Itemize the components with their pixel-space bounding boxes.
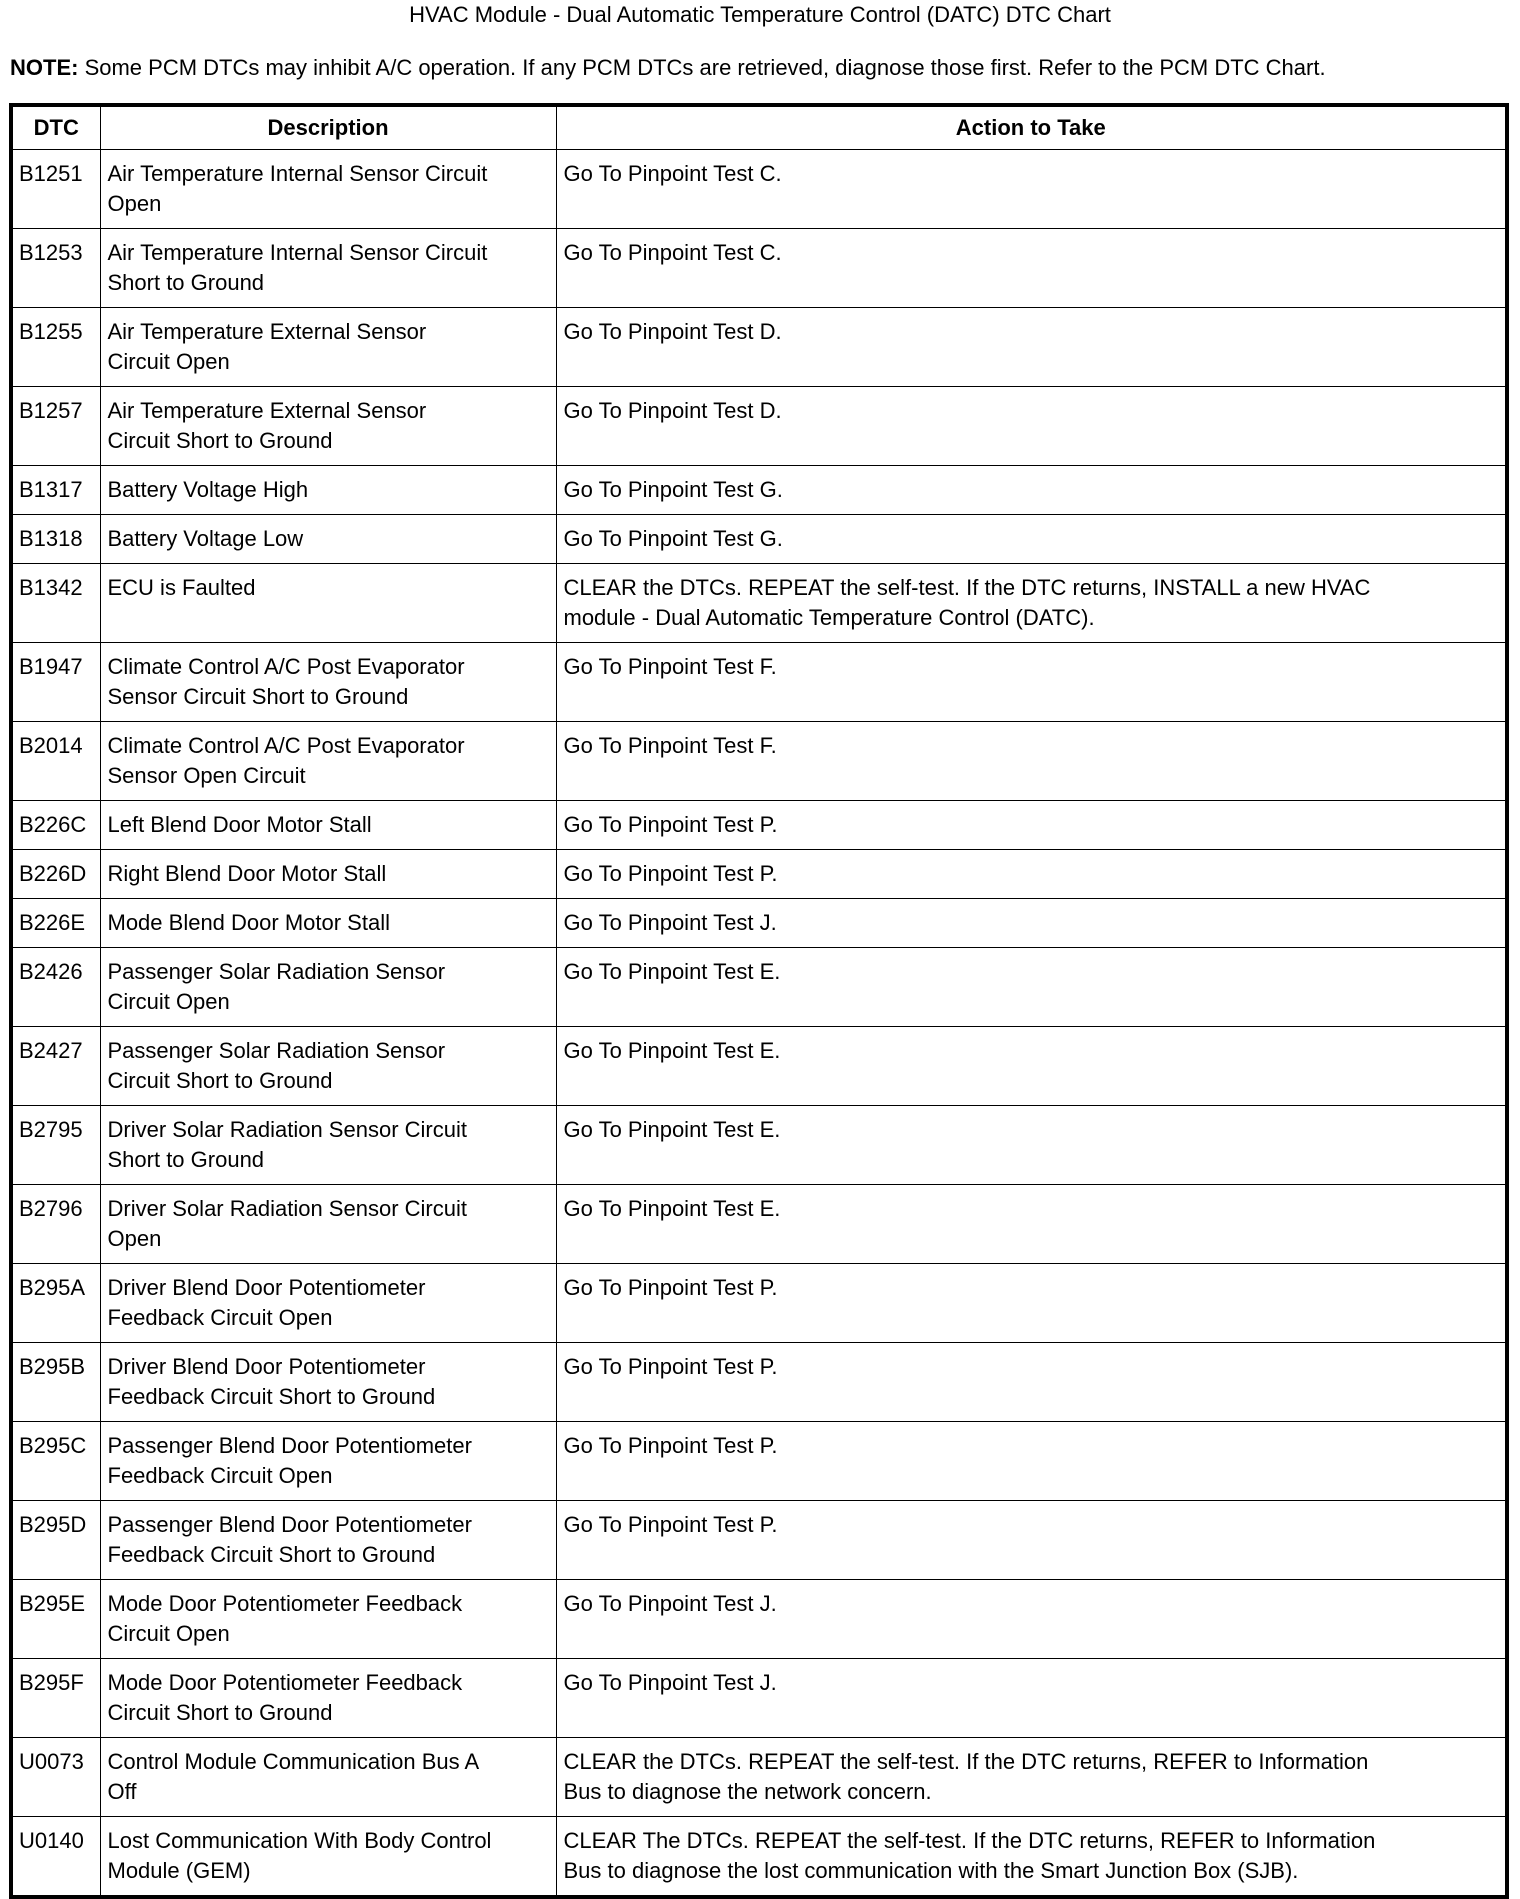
dtc-cell: B295D <box>11 1501 100 1580</box>
description-cell: Mode Door Potentiometer Feedback Circuit Short to Ground <box>100 1659 556 1738</box>
dtc-cell: B1251 <box>11 150 100 229</box>
description-cell: Mode Door Potentiometer Feedback Circuit Open <box>100 1580 556 1659</box>
table-row <box>11 899 1507 948</box>
action-cell: Go To Pinpoint Test P. <box>556 850 1507 899</box>
dtc-cell: U0073 <box>11 1738 100 1817</box>
action-cell: Go To Pinpoint Test E. <box>556 948 1507 1027</box>
table-row <box>11 1422 1507 1501</box>
page-title: HVAC Module - Dual Automatic Temperature Control (DATC) DTC Chart <box>409 2 1111 27</box>
dtc-cell: B1317 <box>11 466 100 515</box>
description-cell: Passenger Solar Radiation Sensor Circuit Short to Ground <box>100 1027 556 1106</box>
dtc-cell: B295F <box>11 1659 100 1738</box>
description-cell: Lost Communication With Body Control Module (GEM) <box>100 1817 556 1898</box>
table-row <box>11 229 1507 308</box>
action-cell: Go To Pinpoint Test P. <box>556 1422 1507 1501</box>
table-row <box>11 1185 1507 1264</box>
description-cell: Climate Control A/C Post Evaporator Sensor Open Circuit <box>100 722 556 801</box>
header-description: Description <box>100 105 556 150</box>
table-row <box>11 564 1507 643</box>
action-cell: Go To Pinpoint Test J. <box>556 899 1507 948</box>
action-cell: Go To Pinpoint Test D. <box>556 308 1507 387</box>
action-cell: Go To Pinpoint Test P. <box>556 801 1507 850</box>
description-cell: Air Temperature External Sensor Circuit Short to Ground <box>100 387 556 466</box>
action-cell: Go To Pinpoint Test G. <box>556 515 1507 564</box>
table-row <box>11 643 1507 722</box>
dtc-cell: B2795 <box>11 1106 100 1185</box>
action-cell: Go To Pinpoint Test G. <box>556 466 1507 515</box>
description-cell: Right Blend Door Motor Stall <box>100 850 556 899</box>
action-cell: Go To Pinpoint Test F. <box>556 643 1507 722</box>
dtc-cell: B1342 <box>11 564 100 643</box>
description-cell: Air Temperature Internal Sensor Circuit Short to Ground <box>100 229 556 308</box>
description-cell: ECU is Faulted <box>100 564 556 643</box>
dtc-cell: B295E <box>11 1580 100 1659</box>
description-cell: Passenger Blend Door Potentiometer Feedback Circuit Open <box>100 1422 556 1501</box>
description-cell: Driver Solar Radiation Sensor Circuit Short to Ground <box>100 1106 556 1185</box>
table-row <box>11 1106 1507 1185</box>
table-row <box>11 1264 1507 1343</box>
description-cell: Passenger Blend Door Potentiometer Feedback Circuit Short to Ground <box>100 1501 556 1580</box>
dtc-cell: B226D <box>11 850 100 899</box>
action-cell: Go To Pinpoint Test E. <box>556 1106 1507 1185</box>
description-cell: Battery Voltage High <box>100 466 556 515</box>
table-row <box>11 1817 1507 1898</box>
table-row <box>11 1343 1507 1422</box>
dtc-cell: B226C <box>11 801 100 850</box>
dtc-cell: B226E <box>11 899 100 948</box>
table-row <box>11 387 1507 466</box>
table-row <box>11 1501 1507 1580</box>
dtc-cell: B2427 <box>11 1027 100 1106</box>
table-row <box>11 722 1507 801</box>
header-action: Action to Take <box>556 105 1507 150</box>
dtc-cell: B1318 <box>11 515 100 564</box>
dtc-table <box>9 103 1509 1899</box>
action-cell: Go To Pinpoint Test E. <box>556 1027 1507 1106</box>
action-cell: Go To Pinpoint Test P. <box>556 1264 1507 1343</box>
table-row <box>11 150 1507 229</box>
dtc-cell: B1257 <box>11 387 100 466</box>
table-row <box>11 466 1507 515</box>
description-cell: Air Temperature Internal Sensor Circuit Open <box>100 150 556 229</box>
action-cell: Go To Pinpoint Test D. <box>556 387 1507 466</box>
table-row <box>11 1738 1507 1817</box>
table-row <box>11 801 1507 850</box>
description-cell: Mode Blend Door Motor Stall <box>100 899 556 948</box>
action-cell: CLEAR the DTCs. REPEAT the self-test. If the DTC returns, INSTALL a new HVAC module - Dual Automatic Temperature Control (DATC). <box>556 564 1507 643</box>
action-cell: Go To Pinpoint Test F. <box>556 722 1507 801</box>
note-label: NOTE: <box>10 55 79 80</box>
action-cell: Go To Pinpoint Test C. <box>556 229 1507 308</box>
description-cell: Driver Blend Door Potentiometer Feedback Circuit Open <box>100 1264 556 1343</box>
table-row <box>11 1027 1507 1106</box>
dtc-cell: B1947 <box>11 643 100 722</box>
table-header-row <box>11 105 1507 150</box>
description-cell: Driver Blend Door Potentiometer Feedback Circuit Short to Ground <box>100 1343 556 1422</box>
dtc-cell: B1253 <box>11 229 100 308</box>
action-cell: CLEAR The DTCs. REPEAT the self-test. If the DTC returns, REFER to Information Bus to diagnose the lost communication with the Smart Junction Box (SJB). <box>556 1817 1507 1898</box>
description-cell: Left Blend Door Motor Stall <box>100 801 556 850</box>
action-cell: Go To Pinpoint Test P. <box>556 1343 1507 1422</box>
table-row <box>11 1580 1507 1659</box>
description-cell: Air Temperature External Sensor Circuit Open <box>100 308 556 387</box>
description-cell: Climate Control A/C Post Evaporator Sensor Circuit Short to Ground <box>100 643 556 722</box>
dtc-cell: B2426 <box>11 948 100 1027</box>
dtc-cell: B1255 <box>11 308 100 387</box>
note <box>10 53 1510 83</box>
table-row <box>11 308 1507 387</box>
header-dtc: DTC <box>11 105 100 150</box>
table-row <box>11 1659 1507 1738</box>
action-cell: Go To Pinpoint Test J. <box>556 1580 1507 1659</box>
action-cell: Go To Pinpoint Test E. <box>556 1185 1507 1264</box>
action-cell: Go To Pinpoint Test J. <box>556 1659 1507 1738</box>
action-cell: CLEAR the DTCs. REPEAT the self-test. If the DTC returns, REFER to Information Bus to diagnose the network concern. <box>556 1738 1507 1817</box>
table-row <box>11 515 1507 564</box>
note-text: Some PCM DTCs may inhibit A/C operation. If any PCM DTCs are retrieved, diagnose those first. Refer to the PCM DTC Chart. <box>78 55 1326 80</box>
description-cell: Control Module Communication Bus A Off <box>100 1738 556 1817</box>
dtc-cell: U0140 <box>11 1817 100 1898</box>
dtc-cell: B295B <box>11 1343 100 1422</box>
description-cell: Battery Voltage Low <box>100 515 556 564</box>
dtc-cell: B295A <box>11 1264 100 1343</box>
dtc-cell: B2014 <box>11 722 100 801</box>
description-cell: Driver Solar Radiation Sensor Circuit Open <box>100 1185 556 1264</box>
action-cell: Go To Pinpoint Test C. <box>556 150 1507 229</box>
dtc-cell: B2796 <box>11 1185 100 1264</box>
dtc-cell: B295C <box>11 1422 100 1501</box>
table-row <box>11 850 1507 899</box>
description-cell: Passenger Solar Radiation Sensor Circuit Open <box>100 948 556 1027</box>
action-cell: Go To Pinpoint Test P. <box>556 1501 1507 1580</box>
table-row <box>11 948 1507 1027</box>
